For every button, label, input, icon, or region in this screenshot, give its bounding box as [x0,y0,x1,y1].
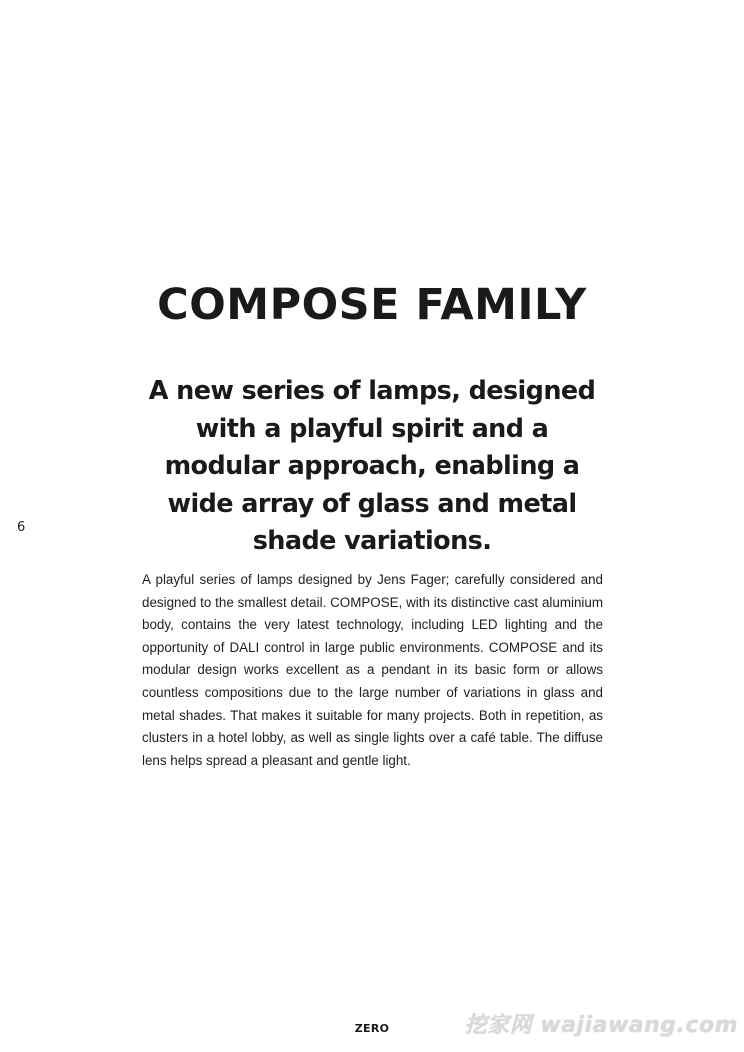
body-paragraph: A playful series of lamps designed by Jens Fager; carefully considered and designed to the smallest detail. COMPOSE, with its distinctive cast aluminium body, contains the very latest technology, including LED lighting and the opportunity of DALI control in large public environments. COMPOSE and its modular design works excellent as a pendant in its basic form or allows countless compositions due to the large number of variations in glass and metal shades. That makes it suitable for many projects. Both in repetition, as clusters in a hotel lobby, as well as single lights over a café table. The diffuse lens helps spread a pleasant and gentle light. [142,572,603,768]
watermark: 挖家网 wajiawang.com [464,1013,738,1038]
subtitle: A new series of lamps, designed with a playful spirit and a modular approach, enabling a wide array of glass and metal shade variations. [148,376,596,556]
page-number: 6 [17,520,26,535]
page-title: COMPOSE FAMILY [157,280,587,330]
footer-brand: ZERO [354,1022,390,1035]
